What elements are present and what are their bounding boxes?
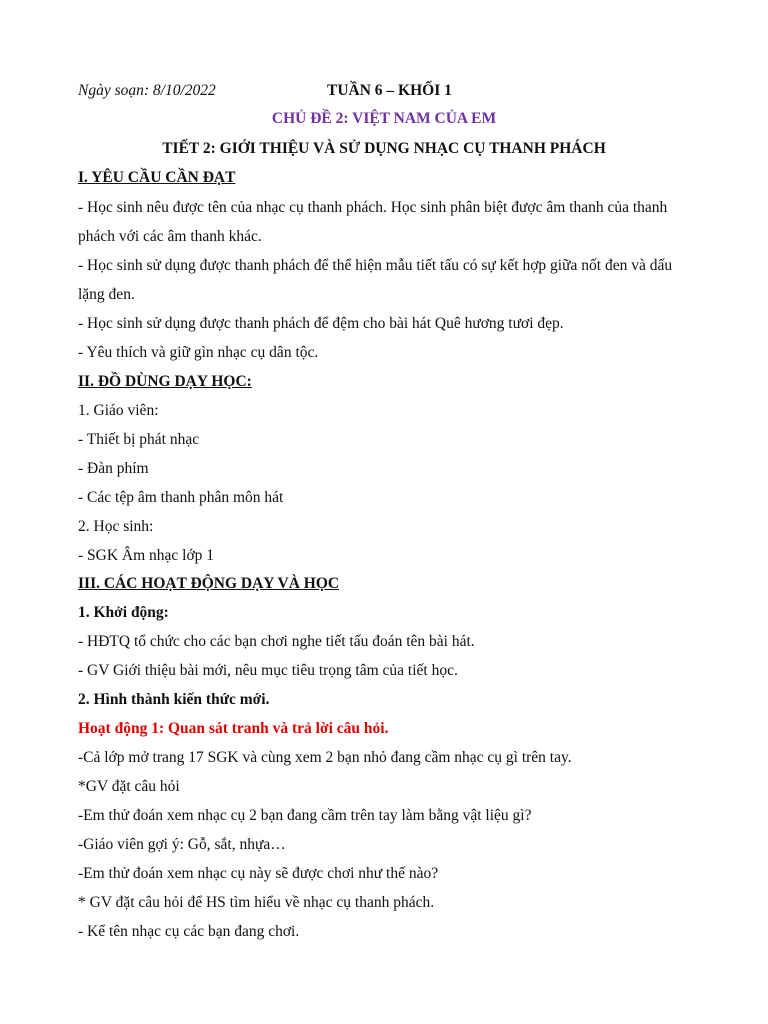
section1-line: lặng đen.: [78, 286, 135, 303]
date-label: Ngày soạn: 8/10/2022: [78, 82, 216, 99]
section2-line: - Các tệp âm thanh phân môn hát: [78, 489, 284, 506]
activity-line: - Kể tên nhạc cụ các bạn đang chơi.: [78, 923, 300, 940]
section2-line: 1. Giáo viên:: [78, 402, 159, 419]
section2-heading: II. ĐỒ DÙNG DẠY HỌC:: [78, 373, 252, 390]
knowledge-heading: 2. Hình thành kiến thức mới.: [78, 691, 270, 708]
section1-line: phách với các âm thanh khác.: [78, 228, 262, 245]
lesson-title: TIẾT 2: GIỚI THIỆU VÀ SỬ DỤNG NHẠC CỤ THANH PHÁCH: [162, 140, 606, 157]
section2-line: - Đàn phím: [78, 460, 149, 477]
section3-heading: III. CÁC HOẠT ĐỘNG DẠY VÀ HỌC: [78, 575, 340, 592]
section2-line: - Thiết bị phát nhạc: [78, 431, 200, 448]
week-label: TUẦN 6 – KHỐI 1: [327, 82, 452, 99]
activity-line: *GV đặt câu hỏi: [78, 778, 180, 795]
section1-line: - Học sinh nêu được tên của nhạc cụ thanh phách. Học sinh phân biệt được âm thanh của thanh: [78, 199, 668, 216]
section1-line: - Yêu thích và giữ gìn nhạc cụ dân tộc.: [78, 344, 319, 361]
section2-line: - SGK Âm nhạc lớp 1: [78, 547, 215, 564]
section1-line: - Học sinh sử dụng được thanh phách để thể hiện mẫu tiết tấu có sự kết hợp giữa nốt đen và dấu: [78, 257, 673, 274]
section1-line: - Học sinh sử dụng được thanh phách để đệm cho bài hát Quê hương tươi đẹp.: [78, 315, 564, 332]
activity-line: -Cả lớp mở trang 17 SGK và cùng xem 2 bạn nhỏ đang cầm nhạc cụ gì trên tay.: [78, 749, 572, 766]
warmup-heading: 1. Khởi động:: [78, 604, 169, 621]
section1-heading: I. YÊU CẦU CẦN ĐẠT: [78, 169, 236, 186]
activity-line: -Giáo viên gợi ý: Gỗ, sắt, nhựa…: [78, 836, 286, 853]
topic-title: CHỦ ĐỀ 2: VIỆT NAM CỦA EM: [271, 110, 497, 127]
warmup-line: - HĐTQ tổ chức cho các bạn chơi nghe tiết tấu đoán tên bài hát.: [78, 633, 475, 650]
activity-line: -Em thử đoán xem nhạc cụ 2 bạn đang cầm trên tay làm bằng vật liệu gì?: [78, 807, 532, 824]
activity-line: * GV đặt câu hỏi để HS tìm hiểu về nhạc cụ thanh phách.: [78, 894, 435, 911]
activity-heading: Hoạt động 1: Quan sát tranh và trả lời câu hỏi.: [78, 720, 389, 737]
section2-line: 2. Học sinh:: [78, 518, 154, 535]
activity-line: -Em thử đoán xem nhạc cụ này sẽ được chơi như thế nào?: [78, 865, 439, 882]
warmup-line: - GV Giới thiệu bài mới, nêu mục tiêu trọng tâm của tiết học.: [78, 662, 458, 679]
